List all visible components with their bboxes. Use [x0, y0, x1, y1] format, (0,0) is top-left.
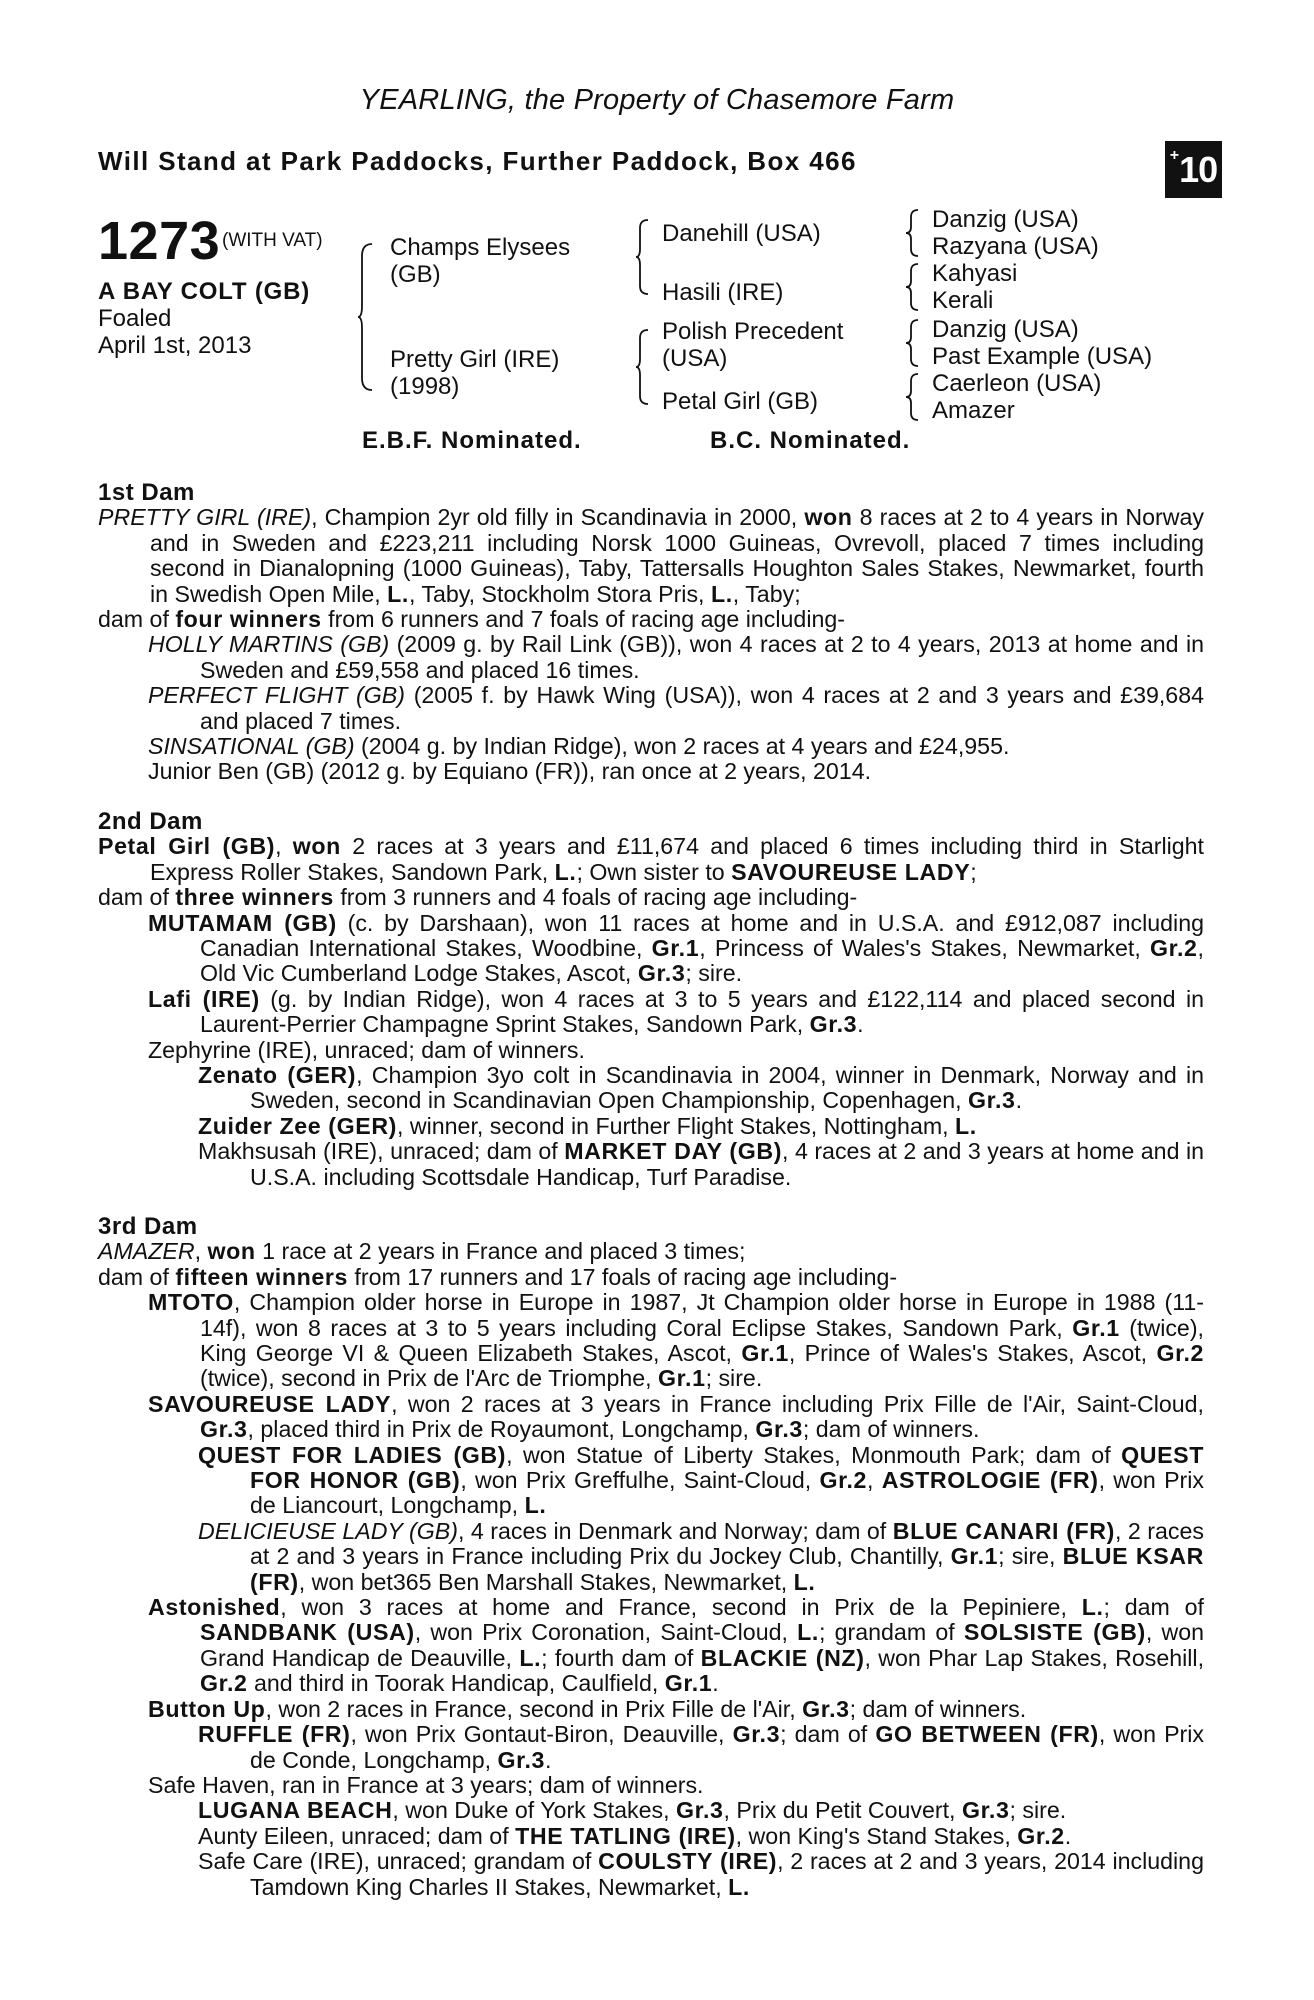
produce-item [98, 1519, 1204, 1595]
dam1-produce-summary [98, 607, 1204, 632]
text-run: QUEST FOR LADIES (GB) [198, 1441, 507, 1468]
text-run: Gr.1 [950, 1543, 999, 1570]
text-run: Gr.2 [1150, 934, 1198, 961]
text-run: and third in Toorak Handicap, Caulfield, [247, 1670, 665, 1697]
dam-dam: Petal Girl (GB) [662, 388, 819, 415]
dam3-heading: 3rd Dam [98, 1212, 198, 1240]
text-run: dam of [98, 1263, 176, 1290]
text-run: . [545, 1746, 552, 1773]
text-run: , 2 races at 2 and 3 years in France including Prix du Jockey Club, Chantilly, [250, 1517, 1204, 1570]
text-run: ; sire, [998, 1543, 1063, 1570]
text-run: L. [728, 1873, 750, 1900]
text-run: , placed third in Prix de Royaumont, Longchamp, [247, 1416, 756, 1443]
text-run: , [867, 1467, 882, 1494]
produce-item [98, 734, 1204, 759]
text-run: , 4 races at 2 and 3 years at home and in U.S.A. including Scottsdale Handicap, Turf Paradise. [250, 1138, 1205, 1190]
text-run: , Taby, Stockholm Stora Pris, [408, 580, 711, 607]
pedigree-g2: Razyana (USA) [932, 233, 1099, 260]
text-run: ; dam of [1103, 1594, 1205, 1621]
text-run: Gr.1 [664, 1670, 713, 1697]
text-run: (c. by Darshaan), won 11 races at home and in U.S.A. and £912,087 including Canadian International Stakes, Woodbine, [200, 909, 1204, 961]
produce-item [98, 987, 1204, 1038]
stand-location: Will Stand at Park Paddocks, Further Paddock, Box 466 [98, 146, 857, 176]
text-run: , Princess of Wales's Stakes, Newmarket, [699, 934, 1151, 961]
text-run: PRETTY GIRL (IRE) [98, 504, 312, 531]
produce-item: Junior Ben (GB) (2012 g. by Equiano (FR)), ran once at 2 years, 2014. [148, 758, 872, 785]
text-run: Gr.2 [1156, 1340, 1204, 1366]
pedigree-brace-main [358, 242, 374, 392]
text-run: SANDBANK (USA) [200, 1619, 415, 1646]
text-run: Gr.2 [200, 1670, 248, 1697]
pedigree-brace-dam [636, 328, 650, 406]
text-run: Gr.3 [968, 1087, 1016, 1114]
dam3-para [98, 1239, 1204, 1264]
produce-item [98, 1063, 1204, 1114]
text-run: L. [519, 1644, 542, 1671]
sire-name: Champs Elysees [390, 234, 571, 261]
text-run: (2009 g. by Rail Link (GB)), won 4 races at 2 to 4 years, 2013 at home and in Sweden and £59,558 and placed 16 times. [200, 631, 1204, 683]
text-run: , [194, 1238, 208, 1265]
text-run: SINSATIONAL (GB) [148, 733, 355, 760]
text-run: , won Duke of York Stakes, [392, 1797, 676, 1824]
dam2-produce-summary [98, 885, 1204, 910]
produce-item: Safe Haven, ran in France at 3 years; dam of winners. [148, 1771, 704, 1798]
text-run: ; [970, 858, 977, 885]
text-run: , won 3 races at home and France, second in Prix de la Pepiniere, [280, 1594, 1082, 1621]
dam-name: Pretty Girl (IRE) [390, 346, 560, 373]
text-run: , won Prix Gontaut-Biron, Deauville, [350, 1721, 733, 1748]
text-run: L. [710, 580, 733, 607]
text-run: , won 2 races at 3 years in France including Prix Fille de l'Air, Saint-Cloud, [391, 1390, 1204, 1417]
produce-item [98, 1392, 1204, 1443]
text-run: ; sire. [685, 960, 743, 987]
text-run: . [1015, 1087, 1023, 1114]
text-run: Gr.1 [651, 934, 700, 961]
text-run: ; fourth dam of [541, 1644, 701, 1671]
text-run: Gr.1 [658, 1365, 706, 1392]
pedigree-g6: Past Example (USA) [932, 343, 1153, 370]
text-run: ; dam of [780, 1721, 876, 1748]
lot-badge [1165, 141, 1222, 198]
text-run: GO BETWEEN (FR) [875, 1721, 1099, 1748]
text-run: , won Prix Greffulhe, Saint-Cloud, [460, 1467, 820, 1494]
bc-nominated: B.C. Nominated. [710, 427, 911, 454]
text-run: L. [387, 580, 409, 607]
text-run: L. [1081, 1594, 1104, 1621]
produce-item [98, 1595, 1204, 1697]
text-run: SOLSISTE (GB) [963, 1619, 1146, 1646]
text-run: Gr.3 [200, 1416, 248, 1443]
text-run: Gr.3 [497, 1746, 546, 1773]
produce-item [98, 1114, 1204, 1139]
lot-number: 1273 [98, 211, 221, 271]
text-run: ASTROLOGIE (FR) [881, 1467, 1099, 1494]
text-run: from 17 runners and 17 foals of racing age including- [347, 1263, 898, 1290]
sire-sire: Danehill (USA) [662, 220, 821, 247]
text-run: COULSTY (IRE) [598, 1848, 778, 1875]
pedigree-sire [390, 234, 570, 288]
text-run: won [292, 833, 341, 860]
pedigree-g7: Caerleon (USA) [932, 370, 1102, 397]
text-run: , won Grand Handicap de Deauville, [200, 1619, 1205, 1671]
text-run: (2004 g. by Indian Ridge), won 2 races at 4 years and £24,955. [354, 733, 1010, 760]
text-run: BLUE KSAR (FR) [250, 1543, 1204, 1595]
text-run: , Old Vic Cumberland Lodge Stakes, Ascot, [200, 934, 1204, 987]
pedigree-g1: Danzig (USA) [932, 206, 1079, 233]
text-run: , Taby; [732, 580, 801, 607]
text-run: won [207, 1238, 256, 1265]
text-run: Petal Girl (GB) [98, 833, 276, 860]
text-run: Zuider Zee (GER) [198, 1112, 397, 1139]
dam2-heading: 2nd Dam [98, 807, 203, 835]
pedigree-g4: Kerali [932, 287, 994, 314]
badge-number: 10 [1179, 148, 1218, 190]
text-run: DELICIEUSE LADY (GB) [198, 1517, 458, 1544]
produce-item [98, 911, 1204, 987]
text-run: won [804, 504, 853, 531]
produce-item [98, 1290, 1204, 1392]
text-run: AMAZER [98, 1238, 195, 1265]
text-run: MUTAMAM (GB) [148, 909, 337, 936]
text-run: dam of [98, 606, 176, 633]
text-run: L. [955, 1112, 977, 1139]
text-run: dam of [98, 884, 176, 911]
dam1-heading: 1st Dam [98, 479, 195, 506]
sire-dam: Hasili (IRE) [662, 279, 784, 306]
dam-sire [662, 318, 843, 372]
text-run: (twice), second in Prix de l'Arc de Triomphe, [200, 1365, 659, 1392]
produce-item: Zephyrine (IRE), unraced; dam of winners. [148, 1036, 585, 1063]
text-run: , 2 races at 2 and 3 years, 2014 including Tamdown King Charles II Stakes, Newmarket, [250, 1848, 1204, 1900]
produce-item [98, 1697, 1204, 1722]
text-run: L. [797, 1619, 819, 1646]
text-run: , won Prix de Liancourt, Longchamp, [250, 1467, 1205, 1519]
produce-item [98, 632, 1204, 683]
pedigree-g3: Kahyasi [932, 260, 1018, 287]
text-run: , won King's Stand Stakes, [735, 1822, 1018, 1849]
text-run: Gr.3 [809, 1011, 858, 1038]
text-run: Gr.2 [819, 1467, 868, 1494]
text-run: four winners [175, 606, 322, 633]
text-run: , won 2 races in France, second in Prix Fille de l'Air, [265, 1695, 803, 1722]
text-run: Gr.3 [755, 1416, 803, 1443]
text-run: (twice), King George VI & Queen Elizabeth Stakes, Ascot, [200, 1314, 1204, 1366]
page-title: YEARLING, the Property of Chasemore Farm [359, 84, 955, 116]
text-run: fifteen winners [175, 1263, 348, 1290]
text-run: SAVOUREUSE LADY [731, 858, 971, 885]
text-run: Gr.3 [637, 960, 686, 987]
text-run: Gr.3 [961, 1797, 1010, 1824]
pedigree-brace-sire [636, 218, 650, 296]
produce-item [98, 1443, 1204, 1519]
text-run: Lafi (IRE) [148, 985, 260, 1012]
text-run: Gr.2 [1017, 1822, 1065, 1849]
text-run: Zenato (GER) [198, 1061, 357, 1088]
text-run: ; Own sister to [576, 858, 732, 885]
text-run: ; sire. [1009, 1797, 1067, 1824]
text-run: QUEST FOR HONOR (GB) [250, 1441, 1204, 1494]
produce-item [98, 683, 1204, 734]
text-run: Gr.3 [675, 1797, 724, 1824]
lot-description: A BAY COLT (GB) [98, 278, 311, 305]
text-run: three winners [175, 884, 334, 911]
pedigree-g8: Amazer [932, 397, 1015, 424]
text-run: MARKET DAY (GB) [564, 1138, 783, 1165]
text-run: Gr.1 [1072, 1314, 1120, 1341]
foaled-date: April 1st, 2013 [98, 332, 252, 359]
text-run: LUGANA BEACH [198, 1797, 393, 1824]
dam-sire-name: Polish Precedent [662, 318, 844, 345]
text-run: HOLLY MARTINS (GB) [148, 631, 390, 658]
text-run: , Prix du Petit Couvert, [723, 1797, 962, 1824]
dam-year: (1998) [390, 373, 460, 400]
text-run: ; sire. [705, 1365, 763, 1392]
pedigree-g5: Danzig (USA) [932, 316, 1079, 343]
text-run: Gr.3 [732, 1721, 781, 1748]
text-run: THE TATLING (IRE) [515, 1822, 736, 1849]
text-run: from 3 runners and 4 foals of racing age including- [333, 884, 858, 911]
pedigree-dam [390, 346, 559, 400]
text-run: Safe Care (IRE), unraced; grandam of [198, 1848, 599, 1875]
text-run: SAVOUREUSE LADY [148, 1390, 392, 1417]
text-run: , [275, 833, 293, 860]
text-run: L. [793, 1568, 816, 1595]
dam1-para [98, 505, 1204, 607]
text-run: Gr.1 [741, 1340, 789, 1366]
vat-label: (WITH VAT) [222, 230, 323, 251]
ebf-nominated: E.B.F. Nominated. [362, 427, 582, 454]
text-run: Astonished [148, 1594, 281, 1621]
pedigree-brace-g12 [906, 208, 920, 258]
text-run: , won Phar Lap Stakes, Rosehill, [864, 1644, 1205, 1671]
text-run: PERFECT FLIGHT (GB) [148, 682, 405, 709]
text-run: , won Prix Coronation, Saint-Cloud, [414, 1619, 798, 1646]
text-run: ; dam of winners. [849, 1695, 1027, 1722]
text-run: , won Prix de Conde, Longchamp, [250, 1721, 1205, 1773]
text-run: (2005 f. by Hawk Wing (USA)), won 4 races at 2 and 3 years and £39,684 and placed 7 times. [200, 682, 1204, 734]
text-run: 2 races at 3 years and £11,674 and placed 6 times including third in Starlight Express Roller Stakes, Sandown Park, [150, 833, 1204, 885]
pedigree-brace-g34 [906, 262, 920, 312]
text-run: ; grandam of [818, 1619, 964, 1646]
text-run: , won Statue of Liberty Stakes, Monmouth Park; dam of [506, 1441, 1122, 1468]
text-run: 1 race at 2 years in France and placed 3 times; [255, 1238, 746, 1265]
text-run: BLACKIE (NZ) [700, 1644, 865, 1671]
text-run: L. [554, 858, 577, 885]
produce-item [98, 1849, 1204, 1900]
text-run: , Champion 3yo colt in Scandinavia in 2004, winner in Denmark, Norway and in Sweden, second in Scandinavian Open Championship, Copenhagen, [250, 1061, 1204, 1114]
text-run: Gr.3 [802, 1695, 850, 1722]
text-run: , won bet365 Ben Marshall Stakes, Newmarket, [298, 1568, 794, 1595]
text-run: . [712, 1670, 719, 1697]
text-run: ; dam of winners. [802, 1416, 980, 1443]
dam-sire-country: (USA) [662, 345, 728, 372]
text-run: MTOTO [148, 1289, 234, 1316]
text-run: , winner, second in Further Flight Stakes, Nottingham, [396, 1112, 956, 1139]
foaled-info [98, 305, 251, 359]
produce-item [98, 1824, 1204, 1849]
text-run: Aunty Eileen, unraced; dam of [198, 1822, 516, 1849]
produce-item [98, 1139, 1204, 1190]
pedigree-brace-g78 [906, 372, 920, 422]
text-run: , Champion 2yr old filly in Scandinavia in 2000, [311, 504, 805, 531]
dam2-para [98, 834, 1204, 885]
text-run: Makhsusah (IRE), unraced; dam of [198, 1138, 565, 1165]
text-run: Button Up [148, 1695, 266, 1722]
dam3-produce-summary [98, 1265, 1204, 1290]
produce-item [98, 1798, 1204, 1823]
text-run: RUFFLE (FR) [198, 1721, 351, 1748]
text-run: 8 races at 2 to 4 years in Norway and in Sweden and £223,211 including Norsk 1000 Guineas, Ovrevoll, placed 7 times including second in Dianalopning (1000 Guineas), Taby, Tattersalls Houghton Sales Stakes, Newmarket, fourth in Swedish Open Mile, [150, 504, 1205, 607]
text-run: . [857, 1011, 864, 1038]
text-run: , Champion older horse in Europe in 1987, Jt Champion older horse in Europe in 1988 (11-14f), won 8 races at 3 to 5 years including Coral Eclipse Stakes, Sandown Park, [200, 1289, 1204, 1341]
pedigree-brace-g56 [906, 318, 920, 368]
text-run: BLUE CANARI (FR) [892, 1517, 1115, 1544]
produce-item [98, 1722, 1204, 1773]
text-run: , 4 races in Denmark and Norway; dam of [457, 1517, 893, 1544]
sire-country: (GB) [390, 261, 441, 288]
produce-record [98, 480, 1204, 1900]
text-run: . [1064, 1822, 1072, 1849]
text-run: , Prince of Wales's Stakes, Ascot, [788, 1340, 1157, 1366]
text-run: from 6 runners and 7 foals of racing age including- [321, 606, 845, 633]
foaled-label: Foaled [98, 305, 172, 332]
text-run: (g. by Indian Ridge), won 4 races at 3 to 5 years and £122,114 and placed second in Laurent-Perrier Champagne Sprint Stakes, Sandown Park, [200, 985, 1204, 1038]
text-run: L. [524, 1492, 547, 1519]
badge-plus: + [1169, 146, 1179, 164]
